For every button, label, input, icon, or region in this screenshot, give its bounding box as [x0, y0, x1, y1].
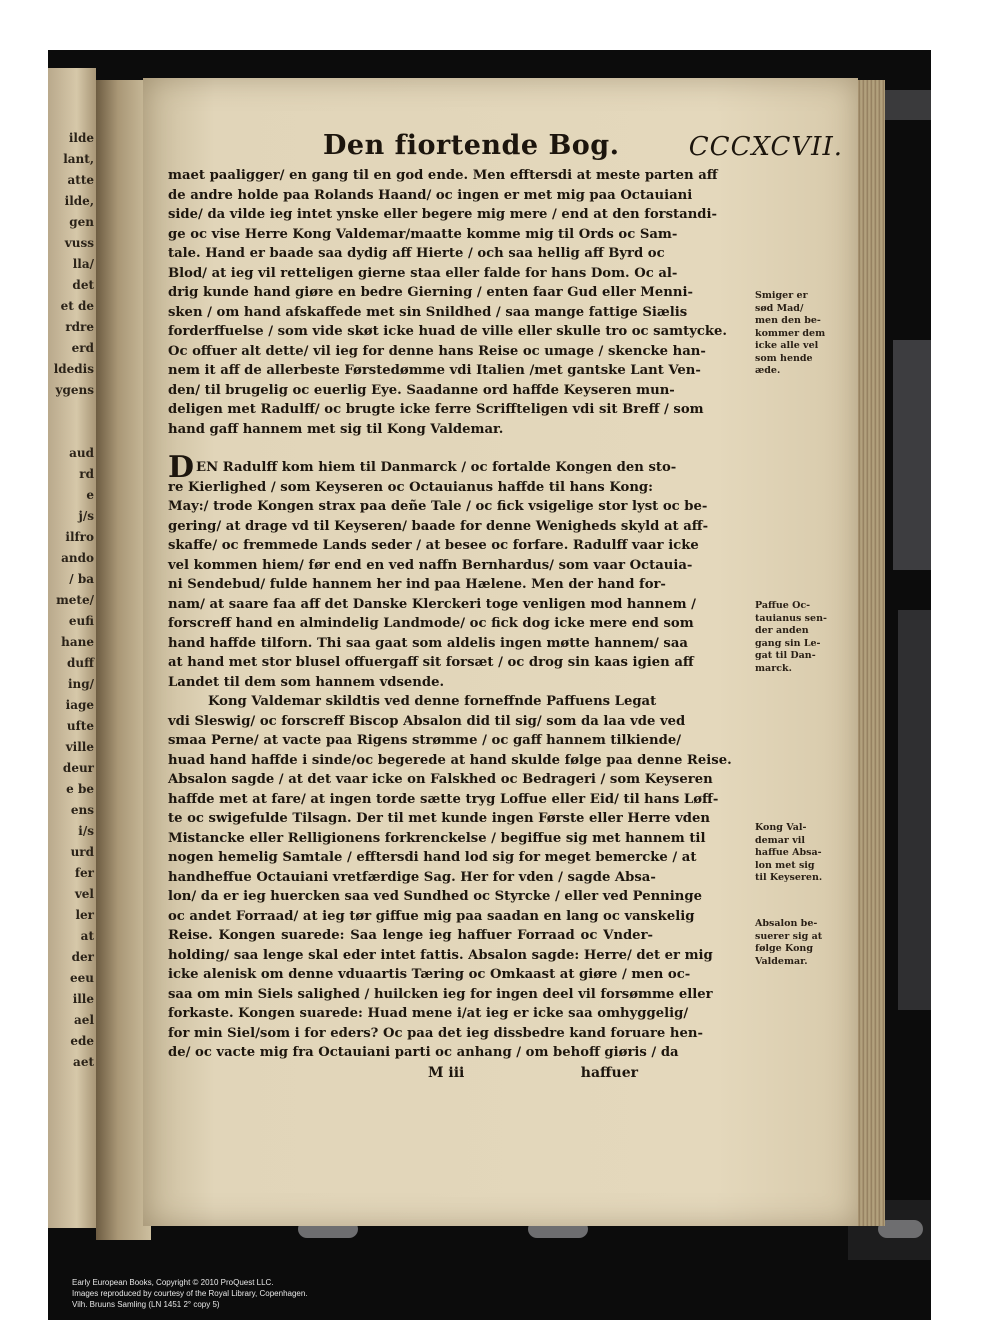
drop-cap: D [168, 450, 195, 485]
text-line: lla/ [72, 257, 94, 271]
text-line: vel kommen hiem/ før end en ved naffn Bernhardus/ som vaar Octauia- [168, 557, 693, 573]
marginal-note-line: æde. [755, 365, 781, 376]
text-line: lon/ da er ieg huercken saa ved Sundhed oc Styrcke / eller ved Penninge [168, 889, 702, 904]
marginal-note [755, 600, 835, 675]
text-line: nem it aff de allerbeste Førstedømme vdi Italien /met gantske Lant Ven- [168, 363, 701, 378]
text-line: fer [74, 866, 94, 880]
text-line: oc andet Forraad/ at ieg tør giffue mig paa saadan en lang oc vanskelig [168, 908, 695, 924]
running-head [323, 130, 843, 170]
text-line: nogen hemelig Samtale / efftersdi hand lod sig for meget bemercke / at [168, 850, 697, 865]
text-line: nam/ at saare faa aff det Danske Klerckeri toge venligen mod hannem / [168, 596, 696, 612]
text-line: rd [79, 467, 94, 481]
signature-mark: M iii [428, 1064, 465, 1081]
text-line: smaa Perne/ at vacte paa Rigens strømme / oc gaff hannem tilkiende/ [168, 733, 682, 748]
text-line: eeu [70, 971, 94, 985]
marginal-note-line: demar vil [755, 834, 805, 846]
paragraph-2 [168, 478, 709, 693]
text-line: ygens [55, 383, 94, 397]
marginal-note-line: marck. [755, 662, 792, 674]
marginal-note-line: kommer dem [755, 327, 826, 339]
catchword: haffuer [580, 1064, 638, 1081]
text-line: ufte [66, 719, 94, 733]
marginal-note-line: følge Kong [755, 943, 813, 954]
text-line: ge oc vise Herre Kong Valdemar/maatte komme mig til Ords oc Sam- [168, 226, 678, 242]
text-line: ille [72, 992, 94, 1006]
text-line: gering/ at drage vd til Keyseren/ baade for denne Wenigheds skyld at aff- [168, 518, 709, 534]
text-line: at hand met stor blusel offuergaff sit forsæt / oc drog sin kaas igien aff [168, 655, 694, 670]
text-line: mete/ [56, 593, 94, 607]
marginal-note-line: gang sin Le- [755, 637, 821, 649]
text-line: et de [60, 299, 94, 313]
marginal-note-line: icke alle vel [755, 340, 819, 351]
text-line: gen [69, 215, 94, 229]
text-line: Vilh. Bruuns Samling (LN 1451 2° copy 5) [72, 1300, 220, 1309]
text-line: i/s [78, 824, 94, 838]
marginal-note-line: gat til Dan- [755, 650, 816, 661]
text-line: te oc swigefulde Tilsagn. Der til met kunde ingen Første eller Herre vden [168, 811, 710, 826]
text-line: urd [70, 845, 94, 859]
text-line: duff [67, 656, 94, 670]
text-line: maet paaligger/ en gang til en god ende. Men efftersdi at meste parten aff [168, 168, 718, 183]
text-line: deligen met Radulff/ oc brugte icke ferre Scriffteligen vdi sit Breff / som [168, 402, 704, 417]
text-line: for min Siel/som i for eders? Oc paa det ieg dissbedre kand foruare hen- [168, 1025, 703, 1041]
paragraph-1 [168, 166, 728, 439]
text-line: ville [65, 740, 94, 754]
marginal-note [755, 918, 835, 968]
text-line: skaffe/ oc fremmede Lands seder / at besee oc forfare. Radulff vaar icke [168, 538, 699, 553]
text-line: ael [74, 1013, 94, 1027]
text-line: ilfro [65, 530, 94, 544]
marginal-note-line: men den be- [755, 315, 821, 326]
text-line: erd [71, 341, 94, 355]
text-line: holding/ saa lenge skal eder intet fattis. Absalon sagde: Herre/ det er mig [168, 947, 713, 963]
text-line: j/s [78, 509, 94, 523]
text-line: vuss [64, 236, 94, 250]
text-line: handheffue Octauiani vretfærdige Sag. Her for vden / sagde Absa- [168, 869, 656, 885]
marginal-note-line: Absalon be- [755, 918, 818, 929]
text-line: vdi Sleswig/ oc forscreff Biscop Absalon did til sig/ som da laa vde ved [168, 713, 686, 729]
paragraph-gap [168, 439, 653, 458]
marginal-note-line: suerer sig at [755, 930, 823, 942]
text-line: rdre [65, 320, 94, 334]
text-line: Blod/ at ieg vil retteligen gierne staa eller falde for hans Dom. Oc al- [168, 265, 678, 281]
text-line: May:/ trode Kongen strax paa deñe Tale / oc fick vsigelige stor lyst oc be- [168, 499, 708, 514]
text-line: det [72, 278, 94, 292]
text-line: Mistancke eller Relligionens forkrenckelse / begiffue sig met hannem til [168, 830, 706, 846]
text-line: der [71, 950, 94, 964]
marginal-note [755, 290, 835, 378]
scanner-rail [898, 610, 931, 1010]
paragraph-3 [168, 712, 732, 1063]
text-line: sken / om hand afskaffede met sin Snildhed / saa mange fattige Siælis [168, 304, 688, 320]
text-line: Absalon sagde / at det vaar icke on Falskhed oc Bedrageri / som Keyseren [168, 772, 713, 787]
marginal-note-line: lon met sig [755, 859, 815, 871]
text-line: Images reproduced by courtesy of the Royal Library, Copenhagen. [72, 1289, 308, 1298]
text-line: haffde met at fare/ at ingen torde sætte tryg Loffue eller Eid/ til hans Løff- [168, 791, 719, 807]
text-line: Early European Books, Copyright © 2010 ProQuest LLC. [72, 1278, 274, 1287]
text-line: forkaste. Kongen suarede: Huad mene i/at ieg er icke saa omhyggelig/ [168, 1006, 689, 1021]
text-line: re Kierlighed / som Keyseren oc Octauianus haffde til hans Kong: [168, 479, 653, 495]
text-line: side/ da vilde ieg intet ynske eller begere mig mere / end at den forstandi- [168, 207, 717, 222]
text-line: ens [70, 803, 94, 817]
text-line: hand haffde tilforn. Thi saa gaat som aldelis ingen møtte hannem/ saa [168, 635, 688, 651]
text-line: tale. Hand er baade saa dydig aff Hierte / och saa hellig aff Byrd oc [168, 246, 665, 261]
running-head-title: Den fiortende Bog. [323, 130, 620, 161]
paragraph-3-first-line: Kong Valdemar skildtis ved denne forneffnde Paffuens Legat [208, 694, 657, 709]
text-line: / ba [69, 572, 94, 586]
copyright-footer [72, 1277, 572, 1310]
text-line: Landet til dem som hannem vdsende. [168, 674, 445, 690]
marginal-note-line: der anden [755, 625, 809, 636]
text-line: ilde, [64, 194, 94, 208]
text-line: huad hand haffde i sinde/oc begerede at hand skulde følge paa denne Reise. [168, 752, 732, 768]
text-line: deur [62, 761, 94, 775]
text-line: Reise. Kongen suarede: Saa lenge ieg haffuer Forraad oc Vnder- [168, 928, 653, 943]
text-line: aud [69, 446, 94, 460]
text-line: drig kunde hand giøre en bedre Gierning / enten faar Gud eller Menni- [168, 285, 693, 300]
text-line: ilde [68, 131, 94, 145]
text-line: ler [75, 908, 94, 922]
text-line: lant, [63, 152, 94, 166]
text-line: atte [67, 173, 94, 187]
text-line [50, 401, 94, 422]
marginal-note-line: tauianus sen- [755, 612, 827, 624]
scanner-rail [893, 340, 931, 570]
text-line: den/ til brugelig oc euerlig Eye. Saadanne ord haffde Keyseren mun- [168, 382, 675, 398]
page-edges [855, 80, 885, 1226]
text-line: ede [70, 1034, 94, 1048]
text-line: iage [65, 698, 94, 712]
text-line: ni Sendebud/ fulde hannem her ind paa Hælene. Men der hand for- [168, 577, 666, 592]
marginal-note-line: Kong Val- [755, 822, 807, 833]
marginal-note-line: til Keyseren. [755, 872, 823, 883]
folio-number: CCCXCVII. [688, 132, 843, 162]
text-line: ldedis [53, 362, 94, 376]
marginal-note-line: Smiger er [755, 290, 808, 301]
text-line: saa om min Siels salighed / huilcken ieg for ingen deel vil forsømme eller [168, 986, 713, 1002]
text-line: hand gaff hannem met sig til Kong Valdemar. [168, 421, 504, 437]
text-line: forscreff hand en almindelig Landmode/ oc fick dog icke mere end som [168, 616, 694, 631]
text-line: de/ oc vacte mig fra Octauiani parti oc anhang / om behoff giøris / da [168, 1045, 679, 1060]
page-foot [168, 1065, 638, 1087]
text-line: icke alenisk om denne vduaartis Tæring oc Omkaast at giøre / men oc- [168, 967, 691, 982]
marginal-note-line: sød Mad/ [755, 302, 804, 314]
text-line: vel [74, 887, 94, 901]
text-line [50, 422, 94, 443]
marginal-note [755, 822, 835, 885]
marginal-note-line: Paffue Oc- [755, 600, 811, 611]
body-text [168, 166, 732, 1085]
text-line: e [86, 488, 94, 502]
text-line: de andre holde paa Rolands Haand/ oc ingen er met mig paa Octauiani [168, 187, 693, 203]
text-line: e be [66, 782, 94, 796]
line-text: EN Radulff kom hiem til Danmarck / oc fortalde Kongen den sto- [196, 460, 677, 475]
left-page [48, 68, 96, 1228]
marginal-note-line: som hende [755, 352, 813, 364]
text-line: eufi [68, 614, 94, 628]
text-line: ando [61, 551, 94, 565]
text-line: hane [61, 635, 94, 649]
text-line: ing/ [67, 677, 94, 691]
scan-frame [48, 50, 931, 1320]
text-line: Oc offuer alt dette/ vil ieg for denne hans Reise oc umage / skencke han- [168, 343, 706, 359]
left-page-text [50, 128, 94, 1073]
right-page [143, 78, 858, 1226]
text-line: at [80, 929, 94, 943]
paragraph-2-first-line [168, 450, 677, 485]
marginal-note-line: Valdemar. [755, 955, 808, 967]
scanner-rail [883, 90, 931, 120]
marginal-note-line: haffue Absa- [755, 847, 822, 858]
text-line: aet [73, 1055, 94, 1069]
text-line: forderffuelse / som vide skøt icke huad de ville eller skulle tro oc samtycke. [168, 324, 728, 339]
